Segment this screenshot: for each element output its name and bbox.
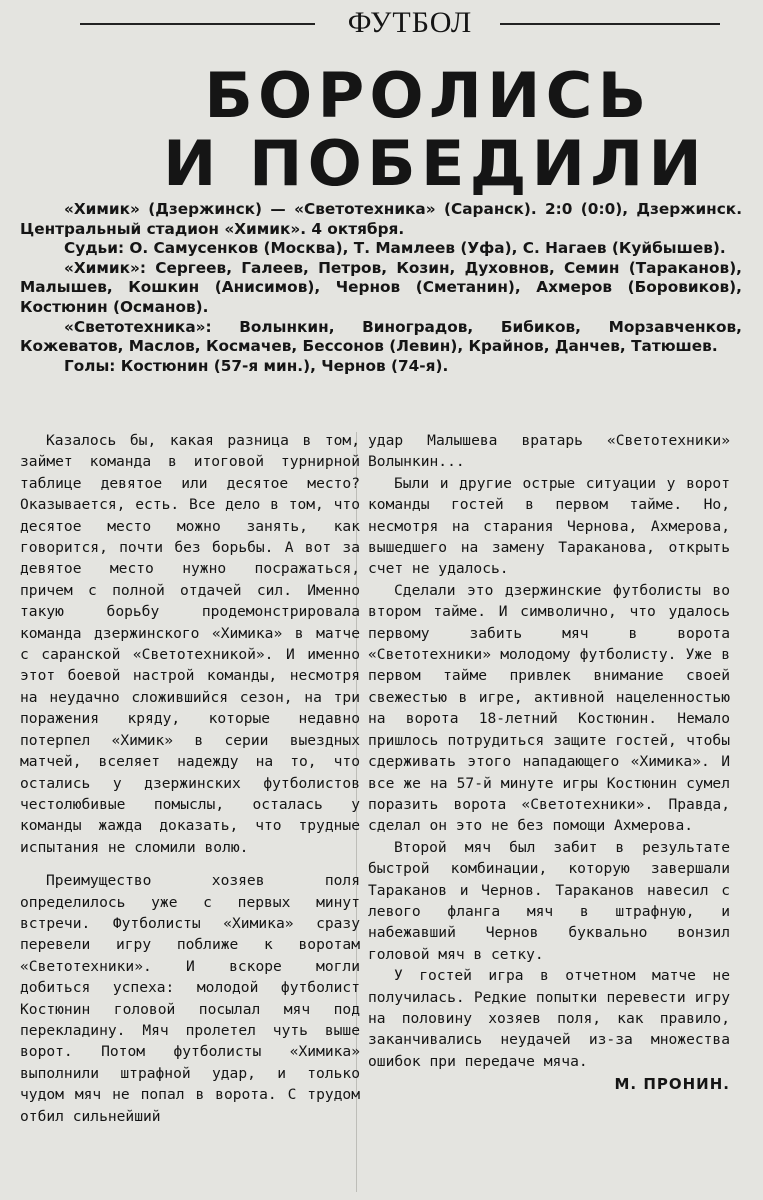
article-column-right <box>368 430 730 1096</box>
rubric-header <box>40 6 740 42</box>
article-paragraph: Сделали это дзержинские футболисты во втором тайме. И символично, что удалось первому забить мяч в ворота «Светотехники» молодому футболисту. Уже в первом тайме привлек внимание своей свежестью в игре, активной нацеленностью на ворота 18-летний Костюнин. Немало пришлось потрудиться защите гостей, чтобы сдерживать этого нападающего «Химика». И все же на 57-й минуте игры Костюнин сумел поразить ворота «Светотехники». Правда, сделал он это не без помощи Ахмерова. <box>368 581 730 835</box>
article-paragraph: Второй мяч был забит в результате быстрой комбинации, которую завершали Тараканов и Чернов. Тараканов навесил с левого фланга мяч в штрафную, и набежавший Чернов буквально вонзил головой мяч в сетку. <box>368 838 730 963</box>
match-info <box>20 200 742 376</box>
rubric-rule-left <box>80 23 315 25</box>
article-continuation: удар Малышева вратарь «Светотехники» Волынкин... <box>368 432 730 471</box>
headline <box>60 59 719 200</box>
rubric-label: ФУТБОЛ <box>347 6 473 39</box>
match-result: «Химик» (Дзержинск) — «Светотехника» (Саранск). 2:0 (0:0), Дзержинск. Центральный стадион «Химик». 4 октября. <box>20 200 742 238</box>
article-column-left <box>20 430 360 1127</box>
lineup-khimik: «Химик»: Сергеев, Галеев, Петров, Козин, Духовнов, Семин (Тараканов), Малышев, Кошкин (Анисимов), Чернов (Сметанин), Ахмеров (Боровиков), Костюнин (Османов). <box>20 258 742 316</box>
article-paragraph: Преимущество хозяев поля определилось уже с первых минут встречи. Футболисты «Химика» сразу перевели игру поближе к воротам «Светотехники». И вскоре могли добиться успеха: молодой футболист Костюнин головой посылал мяч под перекладину. Мяч пролетел чуть выше ворот. Потом футболисты «Химика» выполнили штрафной удар, и только чудом мяч не попал в ворота. С трудом отбил сильнейший <box>20 872 360 1125</box>
article-paragraph: У гостей игра в отчетном матче не получилась. Редкие попытки перевести игру на половину хозяев поля, как правило, заканчивались неудачей из-за множества ошибок при передаче мяча. <box>368 967 730 1070</box>
article-paragraph: Казалось бы, какая разница в том, займет команда в итоговой турнирной таблице девятое или десятое место? Оказывается, есть. Все дело в том, что десятое место можно занять, как говорится, почти без борьбы. А вот за девятое место нужно посражаться, причем с полной отдачей сил. Именно такую борьбу продемонстрировала команда дзержинского «Химика» в матче с саранской «Светотехникой». И именно этот боевой настрой команды, несмотря на неудачно сложившийся сезон, на три поражения кряду, которые недавно потерпел «Химик» в серии выездных матчей, вселяет надежду на то, что остались у дзержинских футболистов честолюбивые помыслы, осталась у команды жажда доказать, что трудные испытания не сломили волю. <box>20 432 360 856</box>
rubric-rule-right <box>500 23 720 25</box>
headline-line-2: И ПОБЕДИЛИ <box>163 127 708 200</box>
match-goals: Голы: Костюнин (57-я мин.), Чернов (74-я). <box>64 356 449 375</box>
article-paragraph: Были и другие острые ситуации у ворот команды гостей в первом тайме. Но, несмотря на старания Чернова, Ахмерова, вышедшего на замену Тараканова, открыть счет не удалось. <box>368 474 730 578</box>
headline-line-1: БОРОЛИСЬ <box>204 59 652 132</box>
article-author: М. ПРОНИН. <box>614 1075 730 1094</box>
match-referees: Судьи: О. Самусенков (Москва), Т. Мамлеев (Уфа), С. Нагаев (Куйбышев). <box>64 239 726 258</box>
lineup-svetotekhnika: «Светотехника»: Волынкин, Виноградов, Бибиков, Морзавченков, Кожеватов, Маслов, Космачев, Бессонов (Левин), Крайнов, Данчев, Татюшев. <box>20 317 742 356</box>
